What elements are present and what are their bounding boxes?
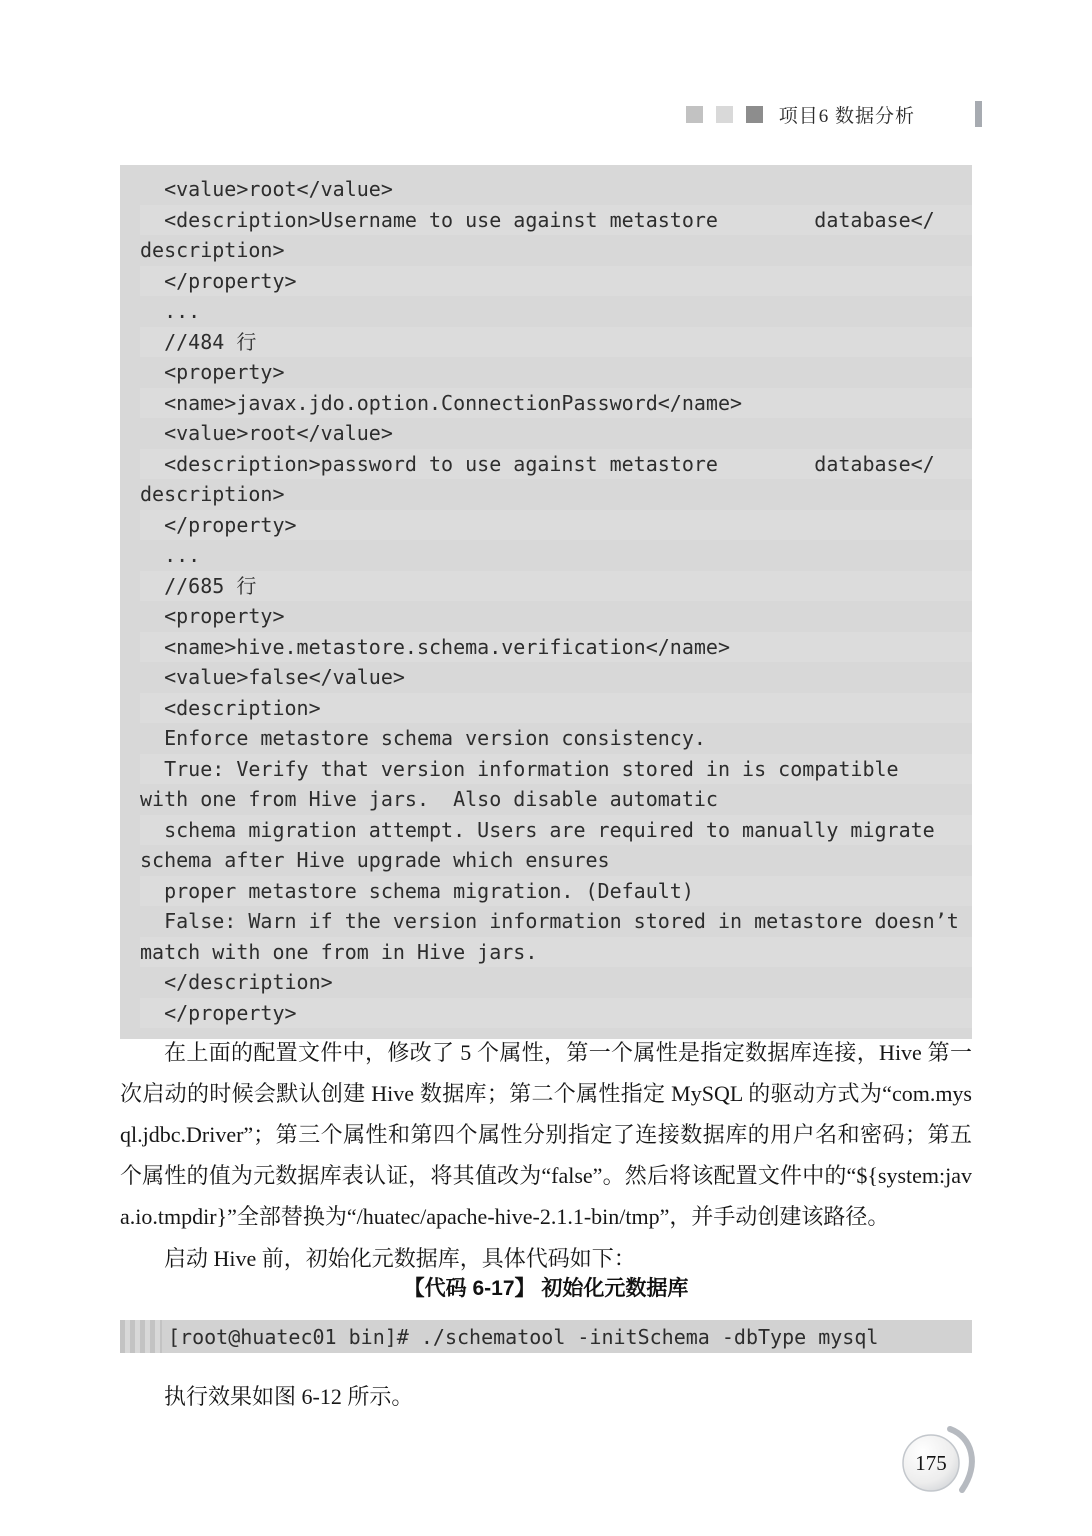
page-header (0, 100, 1092, 128)
code-line: </property> (140, 998, 972, 1029)
xml-config-code-block (120, 165, 972, 1039)
code-line: </description> (140, 970, 333, 994)
code-line: ... (140, 299, 201, 323)
code-line: description> (140, 482, 285, 506)
paragraph-result-reference: 执行效果如图 6-12 所示。 (164, 1384, 414, 1409)
code-line: <value>false</value> (140, 665, 405, 689)
code-line: proper metastore schema migration. (Default) (140, 876, 972, 907)
page-number: 175 (915, 1451, 947, 1475)
code-line: <property> (140, 360, 285, 384)
code-line: <name>javax.jdo.option.ConnectionPassword</name> (140, 388, 972, 419)
code-line: with one from Hive jars. Also disable automatic (140, 787, 718, 811)
band-stripes-decoration (120, 1320, 162, 1353)
page-number-badge (898, 1422, 990, 1500)
code-line: //484 行 (140, 327, 972, 358)
code-line: False: Warn if the version information stored in metastore doesn’t (140, 909, 959, 933)
shell-command: [root@huatec01 bin]# ./schematool -initSchema -dbType mysql (168, 1324, 879, 1349)
code-line: description> (140, 238, 285, 262)
code-line: <description> (140, 693, 972, 724)
header-square-icon (746, 106, 763, 123)
chapter-title: 项目6 数据分析 (778, 105, 915, 127)
code-listing-caption: 【代码 6-17】 初始化元数据库 (403, 1277, 689, 1300)
header-square-icon (716, 106, 733, 123)
code-line: <value>root</value> (140, 421, 393, 445)
code-line: <description>password to use against metastore database</ (140, 449, 972, 480)
code-line: True: Verify that version information stored in is compatible (140, 754, 972, 785)
code-line: ... (140, 543, 201, 567)
code-line: <name>hive.metastore.schema.verification</name> (140, 632, 972, 663)
code-line: <description>Username to use against metastore database</ (140, 205, 972, 236)
code-line: Enforce metastore schema version consistency. (140, 726, 706, 750)
code-line: schema after Hive upgrade which ensures (140, 848, 610, 872)
code-line: schema migration attempt. Users are required to manually migrate (140, 815, 972, 846)
page-number-graphic (898, 1422, 990, 1500)
shell-command-band (120, 1320, 972, 1353)
code-line: //685 行 (140, 571, 972, 602)
paragraph-config-explanation: 在上面的配置文件中，修改了 5 个属性，第一个属性是指定数据库连接，Hive 第一次启动的时候会默认创建 Hive 数据库；第二个属性指定 MySQL 的驱动方式为“com.mysql.jdbc.Driver”；第三个属性和第四个属性分别指定了连接数据库的用户名和密码；第五个属性的值为元数据库表认证，将其值改为“false”。然后将该配置文件中的“${system:java.io.tmpdir}”全部替换为“/huatec/apache-hive-2.1.1-bin/tmp”，并手动创建该路径。 (120, 1040, 972, 1229)
code-line: </property> (140, 510, 972, 541)
code-line: match with one from in Hive jars. (140, 937, 972, 968)
header-square-icon (686, 106, 703, 123)
code-line: </property> (140, 266, 972, 297)
header-bar-icon (975, 101, 982, 127)
code-line: <property> (140, 604, 285, 628)
code-line: <value>root</value> (140, 177, 393, 201)
paragraph-init-intro: 启动 Hive 前，初始化元数据库，具体代码如下： (164, 1246, 636, 1271)
